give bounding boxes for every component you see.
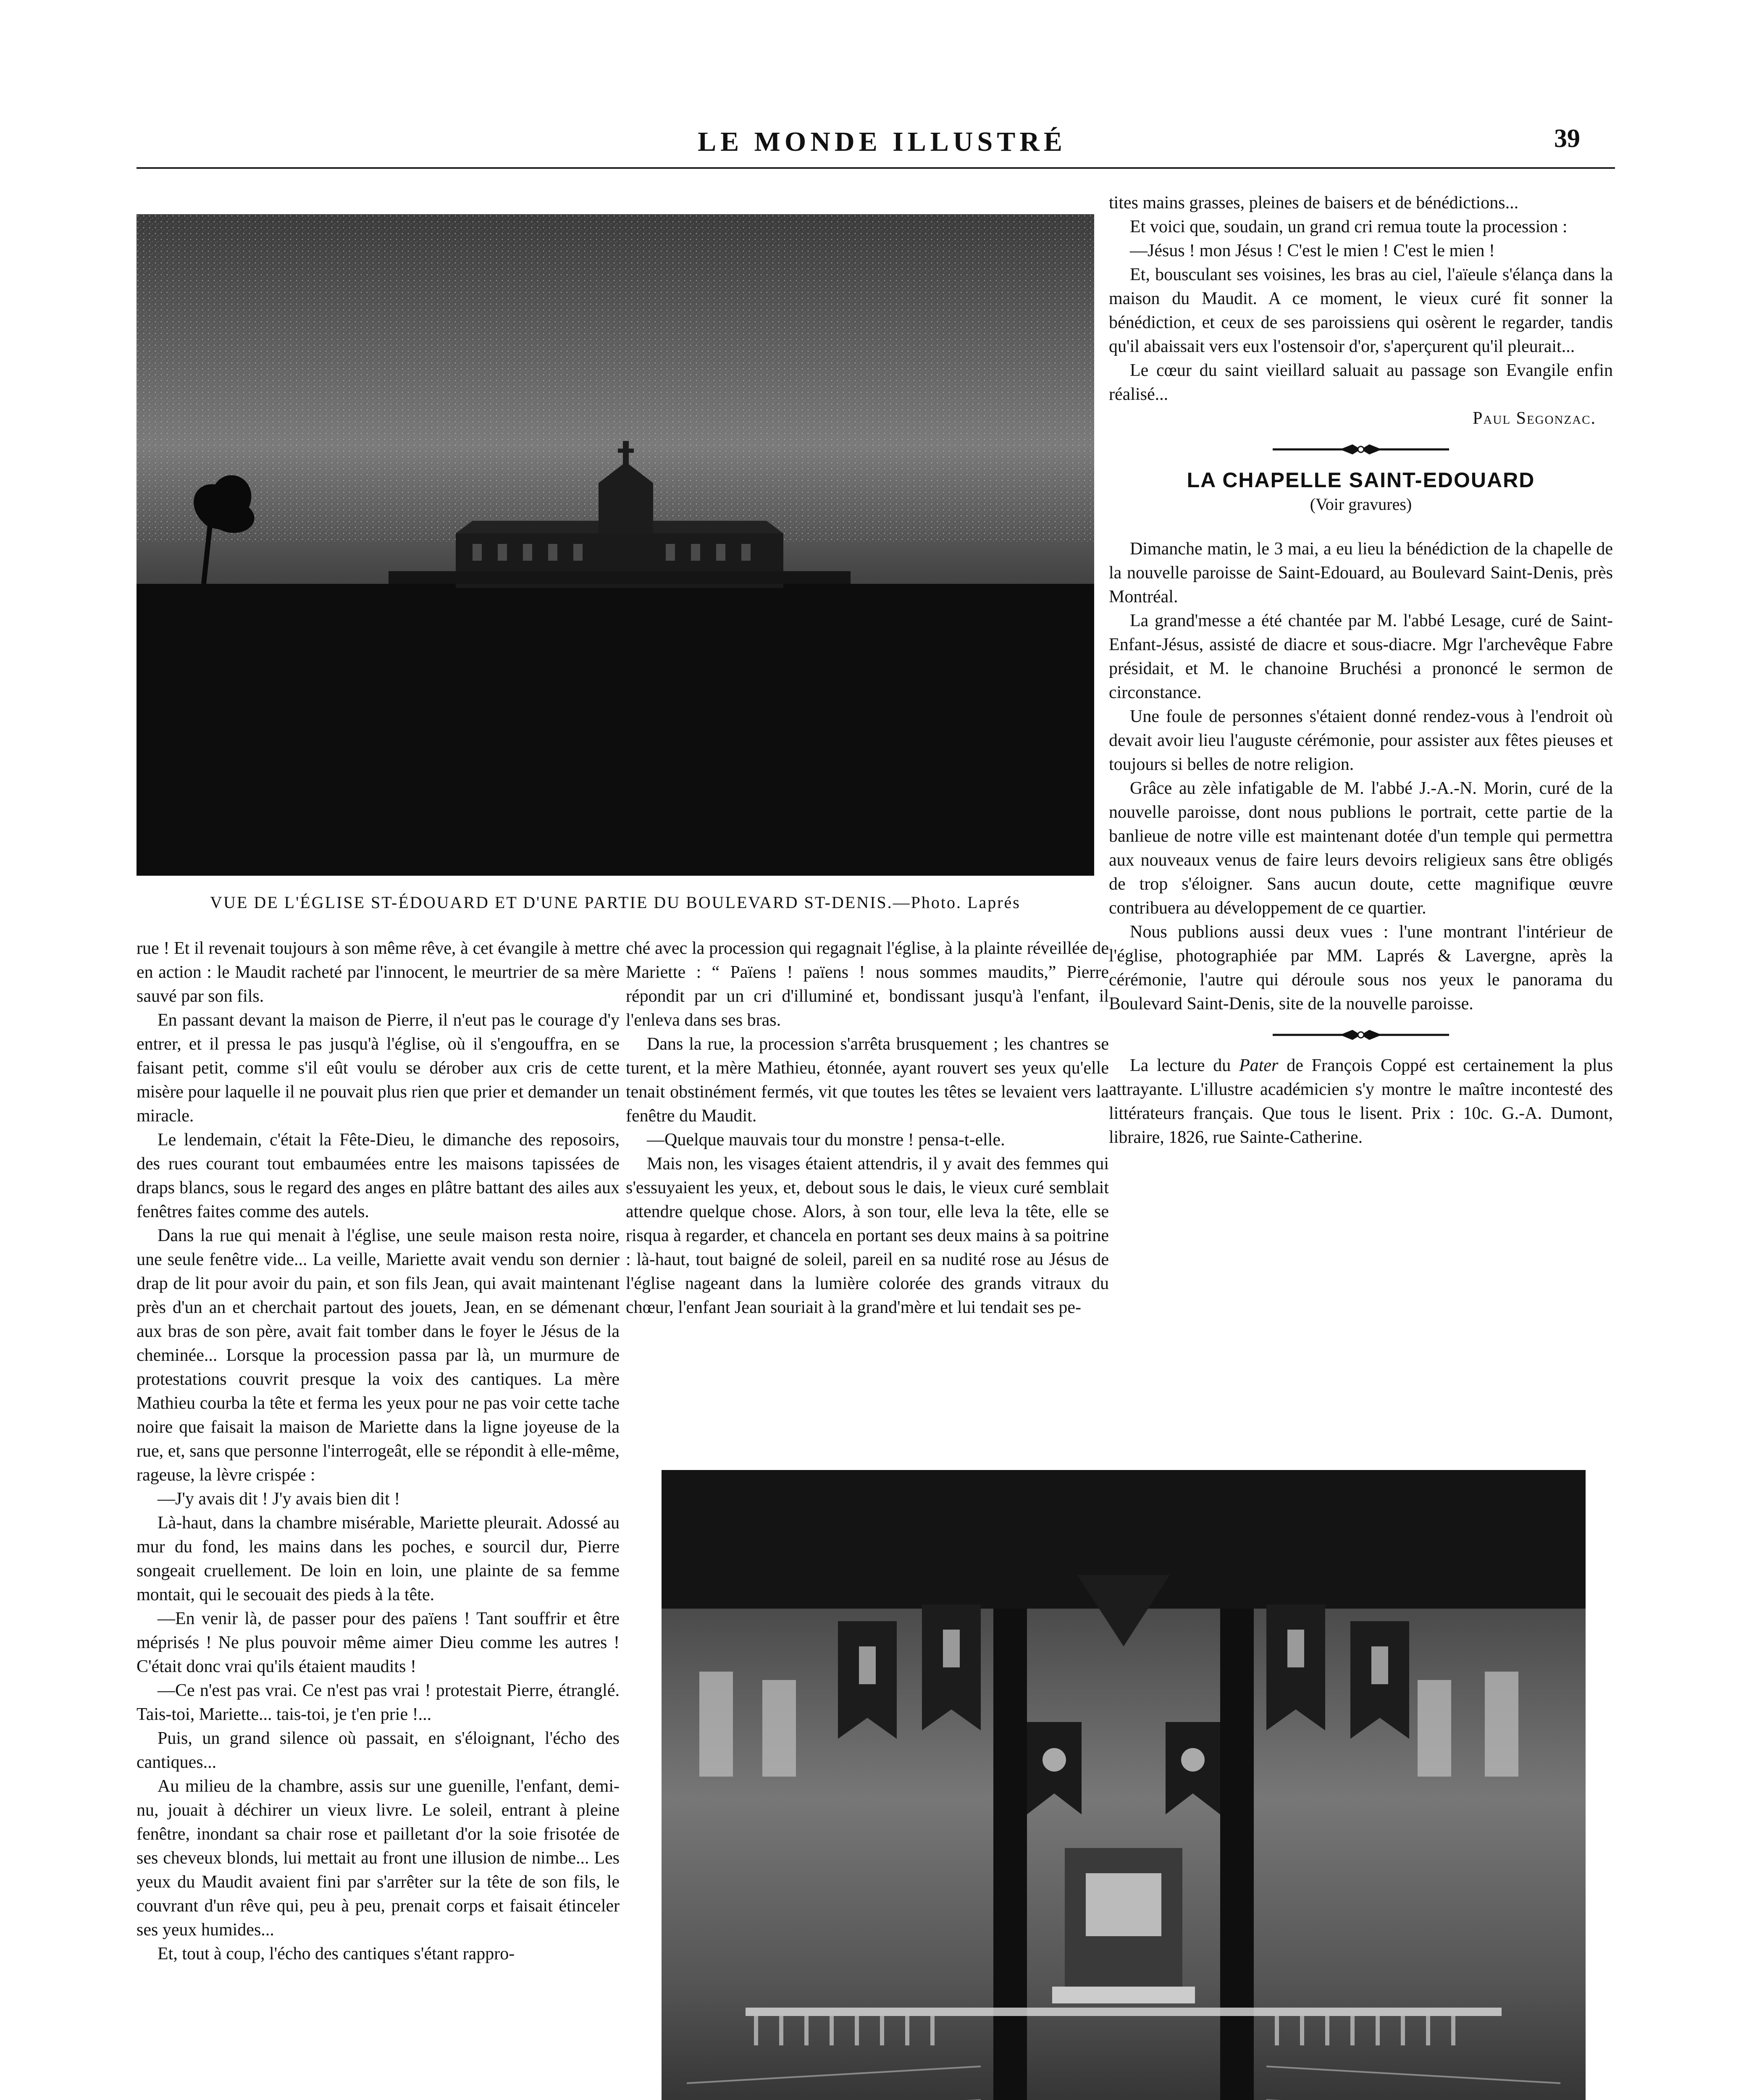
paragraph: Là-haut, dans la chambre misérable, Mariette pleurait. Adossé au mur du fond, les mains dans les poches, e sourcil dur, Pierre songeait cruellement. De loin en loin, une plainte de sa femme montait, qui le secouait des pieds à la tête. <box>137 1513 620 1604</box>
paragraph: Et, tout à coup, l'écho des cantiques s'étant rappro- <box>158 1944 515 1964</box>
paragraph: Dans la rue qui menait à l'église, une seule maison resta noire, une seule fenêtre vide... La veille, Mariette avait vendu son dernier drap de lit pour avoir du pain, et son fils Jean, qui avait maintenant près d'un an et cherchait partout des jouets, Jean, en se démenant aux bras de son père, avait fait tomber dans le foyer le Jésus de la cheminée... Lorsque la procession passa par là, un murmure de protestations couvrit presque la voix des cantiques. La mère Mathieu courba la tête et ferma les yeux pour ne pas voir cette tache noire que faisait la maison de Mariette dans la ligne joyeuse de la rue, et, sans que personne l'interrogeât, elle se répondit à elle-même, rageuse, la lèvre crispée : <box>137 1226 620 1485</box>
right-column <box>1109 191 1613 1150</box>
pater-notice-text: de François Coppé est certainement la plus attrayante. L'illustre académicien s'y montre le maître incontesté des littérateurs français. Que tous le lisent. Prix : 10c. G.-A. Dumont, libraire, 1826, rue Sainte-Catherine. <box>1109 1056 1613 1147</box>
pater-notice <box>1109 1054 1613 1150</box>
paragraph: —J'y avais dit ! J'y avais bien dit ! <box>158 1489 400 1509</box>
paragraph: Le lendemain, c'était la Fête-Dieu, le dimanche des reposoirs, des rues courant tout embaumées entre les maisons tapissées de draps blancs, sous le regard des anges en plâtre battant des ailes aux fenêtres faites comme des autels. <box>137 1130 620 1221</box>
top-photo-caption: VUE DE L'ÉGLISE ST-ÉDOUARD ET D'UNE PARTIE DU BOULEVARD ST-DENIS.—Photo. Laprés <box>210 893 1021 912</box>
church-interior-photo <box>662 1470 1586 2100</box>
paragraph: —Quelque mauvais tour du monstre ! pensa-t-elle. <box>647 1130 1005 1150</box>
section-subtitle: (Voir gravures) <box>1310 495 1412 514</box>
pater-notice-text: La lecture du <box>1130 1056 1239 1075</box>
left-column <box>137 937 620 1966</box>
middle-column <box>626 937 1109 1320</box>
paragraph: —En venir là, de passer pour des païens ! Tant souffrir et être méprisés ! Ne plus pouvoir même aimer Dieu comme les autres ! C'était donc vrai qu'ils étaient maudits ! <box>137 1609 620 1676</box>
paragraph: Puis, un grand silence où passait, en s'éloignant, l'écho des cantiques... <box>137 1729 620 1772</box>
ornament-divider <box>1273 443 1449 456</box>
pater-title: Pater <box>1239 1056 1279 1075</box>
signature: Paul Segonzac. <box>1473 409 1596 428</box>
paragraph: Dimanche matin, le 3 mai, a eu lieu la bénédiction de la chapelle de la nouvelle paroisse de Saint-Edouard, au Boulevard Saint-Denis, près Montréal. <box>1109 539 1613 606</box>
paragraph: Dans la rue, la procession s'arrêta brusquement ; les chantres se turent, et la mère Mathieu, étonnée, ayant rouvert ses yeux qu'elle tenait obstinément fermés, vit que toutes les têtes se levaient vers la fenêtre du Maudit. <box>626 1034 1109 1126</box>
paragraph: —Jésus ! mon Jésus ! C'est le mien ! C'est le mien ! <box>1130 241 1495 260</box>
paragraph: —Ce n'est pas vrai. Ce n'est pas vrai ! protestait Pierre, étranglé. Tais-toi, Mariette... tais-toi, je t'en prie !... <box>137 1681 620 1724</box>
paragraph: ché avec la procession qui regagnait l'église, à la plainte réveillée de Mariette : “ Païens ! païens ! nous sommes maudits,” Pierre répondit par un cri d'illuminé et, bondissant jusqu'à l'enfant, il l'enleva dans ses bras. <box>626 939 1109 1030</box>
paragraph: Mais non, les visages étaient attendris, il y avait des femmes qui s'essuyaient les yeux, et, debout sous le dais, le vieux curé semblait attendre quelque chose. Alors, à son tour, elle leva la tête, elle se risqua à regarder, et chancela en portant ses deux mains à sa poitrine : là-haut, tout baigné de soleil, pareil en sa nudité rose au Jésus de l'église nageant dans la lumière colorée des grands vitraux du chœur, l'enfant Jean souriait à la grand'mère et lui tendait ses pe- <box>626 1154 1109 1317</box>
paragraph: Nous publions aussi deux vues : l'une montrant l'intérieur de l'église, photographiée par MM. Laprés & Lavergne, après la cérémonie, l'autre qui déroule sous nos yeux le panorama du Boulevard Saint-Denis, site de la nouvelle paroisse. <box>1109 922 1613 1013</box>
paragraph: Le cœur du saint vieillard saluait au passage son Evangile enfin réalisé... <box>1109 361 1613 404</box>
masthead: LE MONDE ILLUSTRÉ <box>698 126 1066 157</box>
paragraph: Et voici que, soudain, un grand cri remua toute la procession : <box>1130 217 1568 236</box>
paragraph: Grâce au zèle infatigable de M. l'abbé J.-A.-N. Morin, curé de la nouvelle paroisse, dont nous publions le portrait, cette partie de la banlieue de notre ville est maintenant dotée d'un temple qui permettra aux nouveaux venus de faire leurs devoirs religieux sans être obligés de trop s'éloigner. Sans aucun doute, cette magnifique œuvre contribuera au développement de ce quartier. <box>1109 779 1613 918</box>
paragraph: La grand'messe a été chantée par M. l'abbé Lesage, curé de Saint-Enfant-Jésus, assisté de diacre et sous-diacre. Mgr l'archevêque Fabre présidait, et M. le chanoine Bruchési a prononcé le sermon de circonstance. <box>1109 611 1613 702</box>
page-number: 39 <box>1554 124 1580 153</box>
paragraph: Au milieu de la chambre, assis sur une guenille, l'enfant, demi-nu, jouait à déchirer un vieux livre. Le soleil, entrant à pleine fenêtre, inondant sa chair rose et pailletant d'or la soie frisotée de ses cheveux blonds, lui mettait au front une illusion de nimbe... Les yeux du Maudit avaient fini par s'arrêter sur la tête de son fils, le couvrant d'un rêve qui, peu à peu, prenait corps et faisait étinceler ses yeux humides... <box>137 1777 620 1940</box>
paragraph: Une foule de personnes s'étaient donné rendez-vous à l'endroit où devait avoir lieu l'auguste cérémonie, pour assister aux fêtes pieuses et toujours si belles de notre religion. <box>1109 707 1613 774</box>
paragraph: tites mains grasses, pleines de baisers et de bénédictions... <box>1109 193 1519 213</box>
church-interior-illustration <box>662 1470 1586 2100</box>
church-exterior-photo <box>137 214 1094 876</box>
paragraph: rue ! Et il revenait toujours à son même rêve, à cet évangile à mettre en action : le Maudit racheté par l'innocent, le meurtrier de sa mère sauvé par son fils. <box>137 939 620 1006</box>
header-rule <box>137 167 1615 169</box>
section-title: LA CHAPELLE SAINT-EDOUARD <box>1187 468 1535 492</box>
ornament-divider <box>1273 1029 1449 1041</box>
paragraph: Et, bousculant ses voisines, les bras au ciel, l'aïeule s'élança dans la maison du Maudit. A ce moment, le vieux curé fit sonner la bénédiction, et ceux de ses paroissiens qui osèrent le regarder, tandis qu'il abaissait vers eux l'ostensoir d'or, s'aperçurent qu'il pleurait... <box>1109 265 1613 356</box>
paragraph: En passant devant la maison de Pierre, il n'eut pas le courage d'y entrer, et il pressa le pas jusqu'à l'église, où il s'engouffra, en se faisant petit, comme s'il eût voulu se dérober aux cris de cette misère pour laquelle il ne pouvait plus rien que prier et demander un miracle. <box>137 1011 620 1126</box>
church-exterior-illustration <box>137 214 1094 876</box>
